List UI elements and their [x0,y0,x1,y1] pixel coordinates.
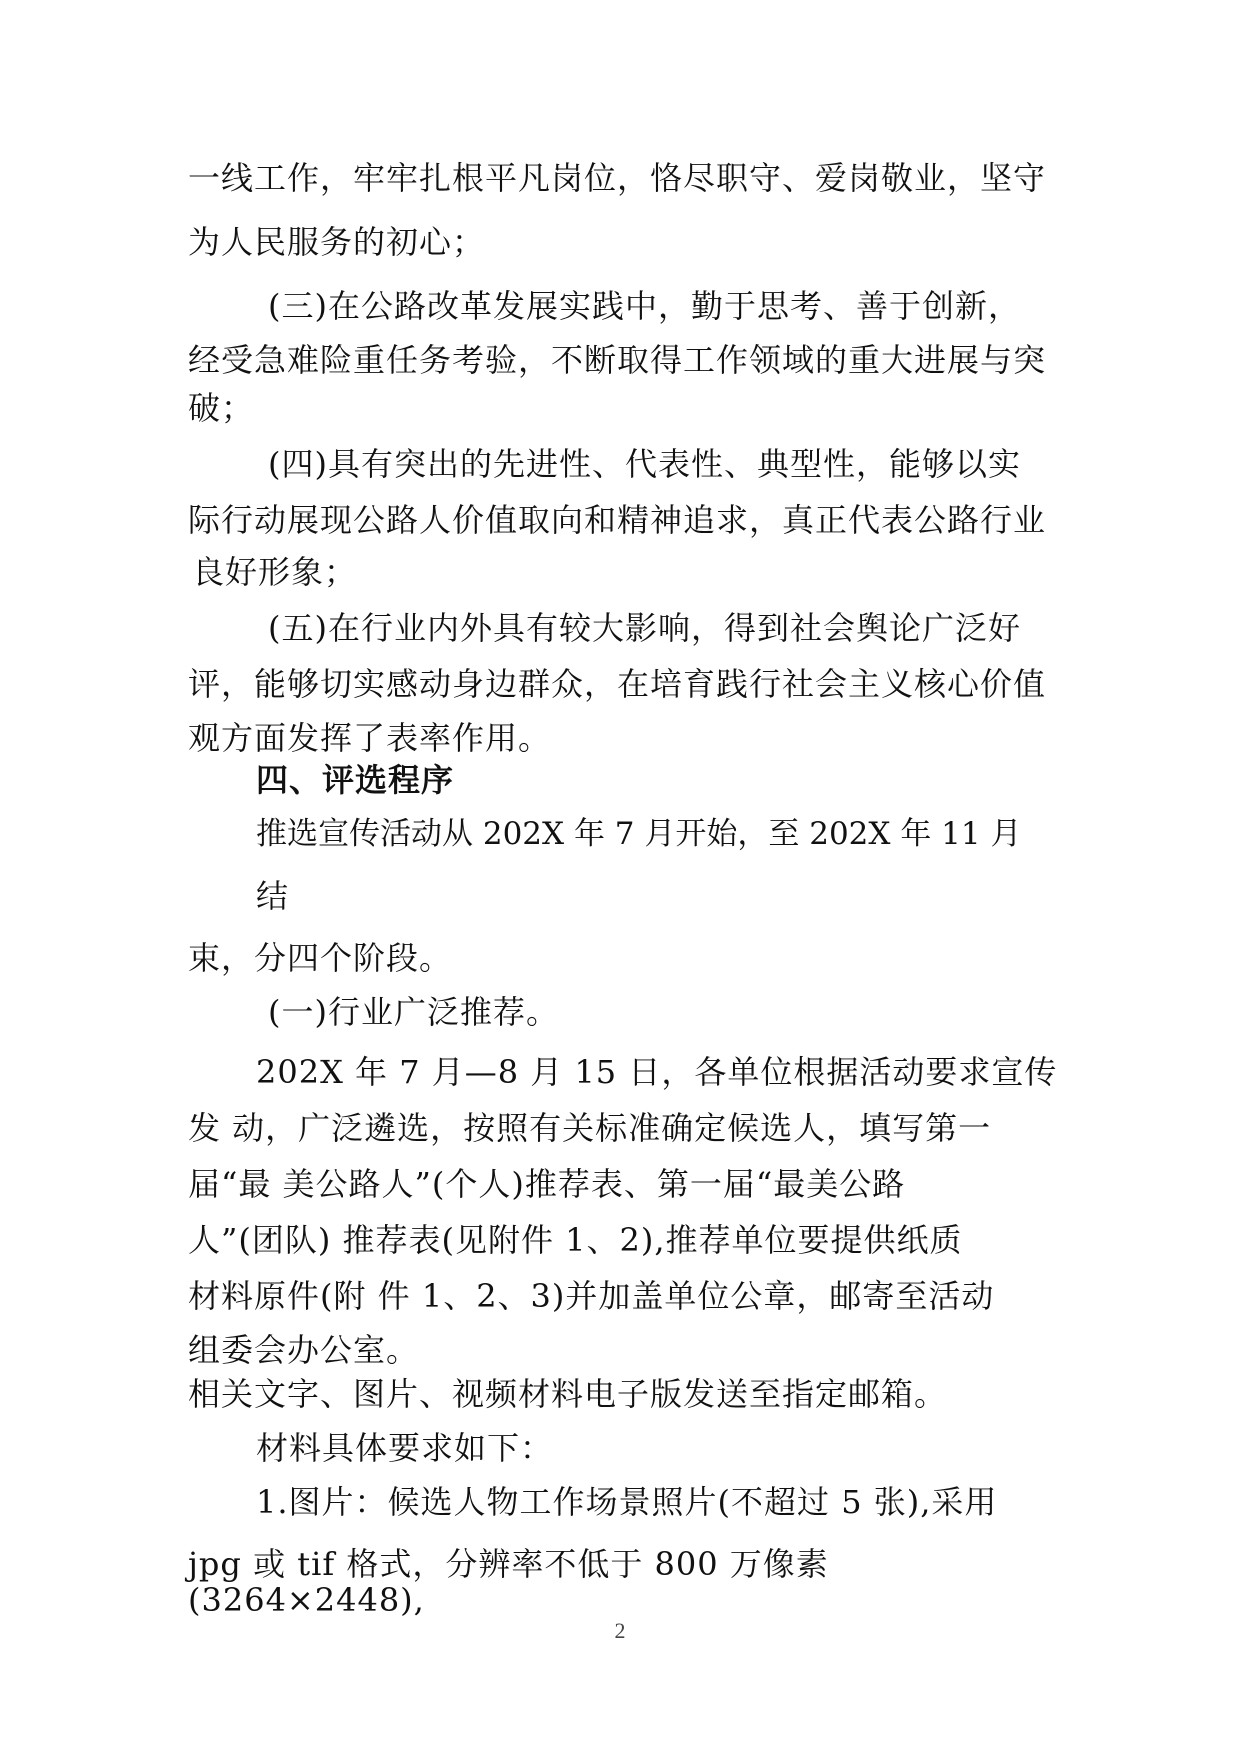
body-line: 人”(团队) 推荐表(见附件 1、2),推荐单位要提供纸质 [188,1221,963,1259]
body-line: 届“最 美公路人”(个人)推荐表、第一届“最美公路 [188,1165,906,1203]
body-line: jpg 或 tif 格式，分辨率不低于 800 万像素 [188,1545,829,1583]
body-line: 经受急难险重任务考验，不断取得工作领域的重大进展与突 [188,341,1047,379]
body-line: 良好形象； [192,553,358,591]
body-line: 材料具体要求如下： [256,1429,554,1467]
page-number: 2 [614,1618,626,1643]
body-line: 推选宣传活动从 202X 年 7 月开始，至 202X 年 11 月 [256,816,1022,852]
body-line: 破； [188,389,255,427]
body-line: 结 [256,877,290,915]
body-line: (四)具有突出的先进性、代表性、典型性，能够以实 [268,445,1021,483]
body-line: 为人民服务的初心； [188,223,486,261]
body-line: 材料原件(附 件 1、2、3)并加盖单位公章，邮寄至活动 [188,1277,995,1315]
subsection-heading: (一)行业广泛推荐。 [268,993,559,1031]
body-line: 发 动，广泛遴选，按照有关标准确定候选人，填写第一 [188,1109,992,1147]
body-line: 相关文字、图片、视频材料电子版发送至指定邮箱。 [188,1375,948,1413]
body-line: 评，能够切实感动身边群众，在培育践行社会主义核心价值 [188,665,1047,703]
body-line: 观方面发挥了表率作用。 [188,719,552,757]
body-line: 束，分四个阶段。 [188,939,453,977]
body-line: 1.图片：候选人物工作场景照片(不超过 5 张),采用 [256,1483,998,1521]
section-heading: 四、评选程序 [256,761,455,799]
body-line: (五)在行业内外具有较大影响，得到社会舆论广泛好 [268,609,1021,647]
body-line: 一线工作，牢牢扎根平凡岗位，恪尽职守、爱岗敬业，坚守 [188,159,1047,197]
body-line: 组委会办公室。 [188,1331,420,1369]
body-line: 202X 年 7 月—8 月 15 日，各单位根据活动要求宣传 [256,1053,1058,1091]
body-line: (3264×2448), [188,1581,425,1619]
body-line: (三)在公路改革发展实践中，勤于思考、善于创新， [268,287,1021,325]
body-line: 际行动展现公路人价值取向和精神追求，真正代表公路行业 [188,501,1047,539]
